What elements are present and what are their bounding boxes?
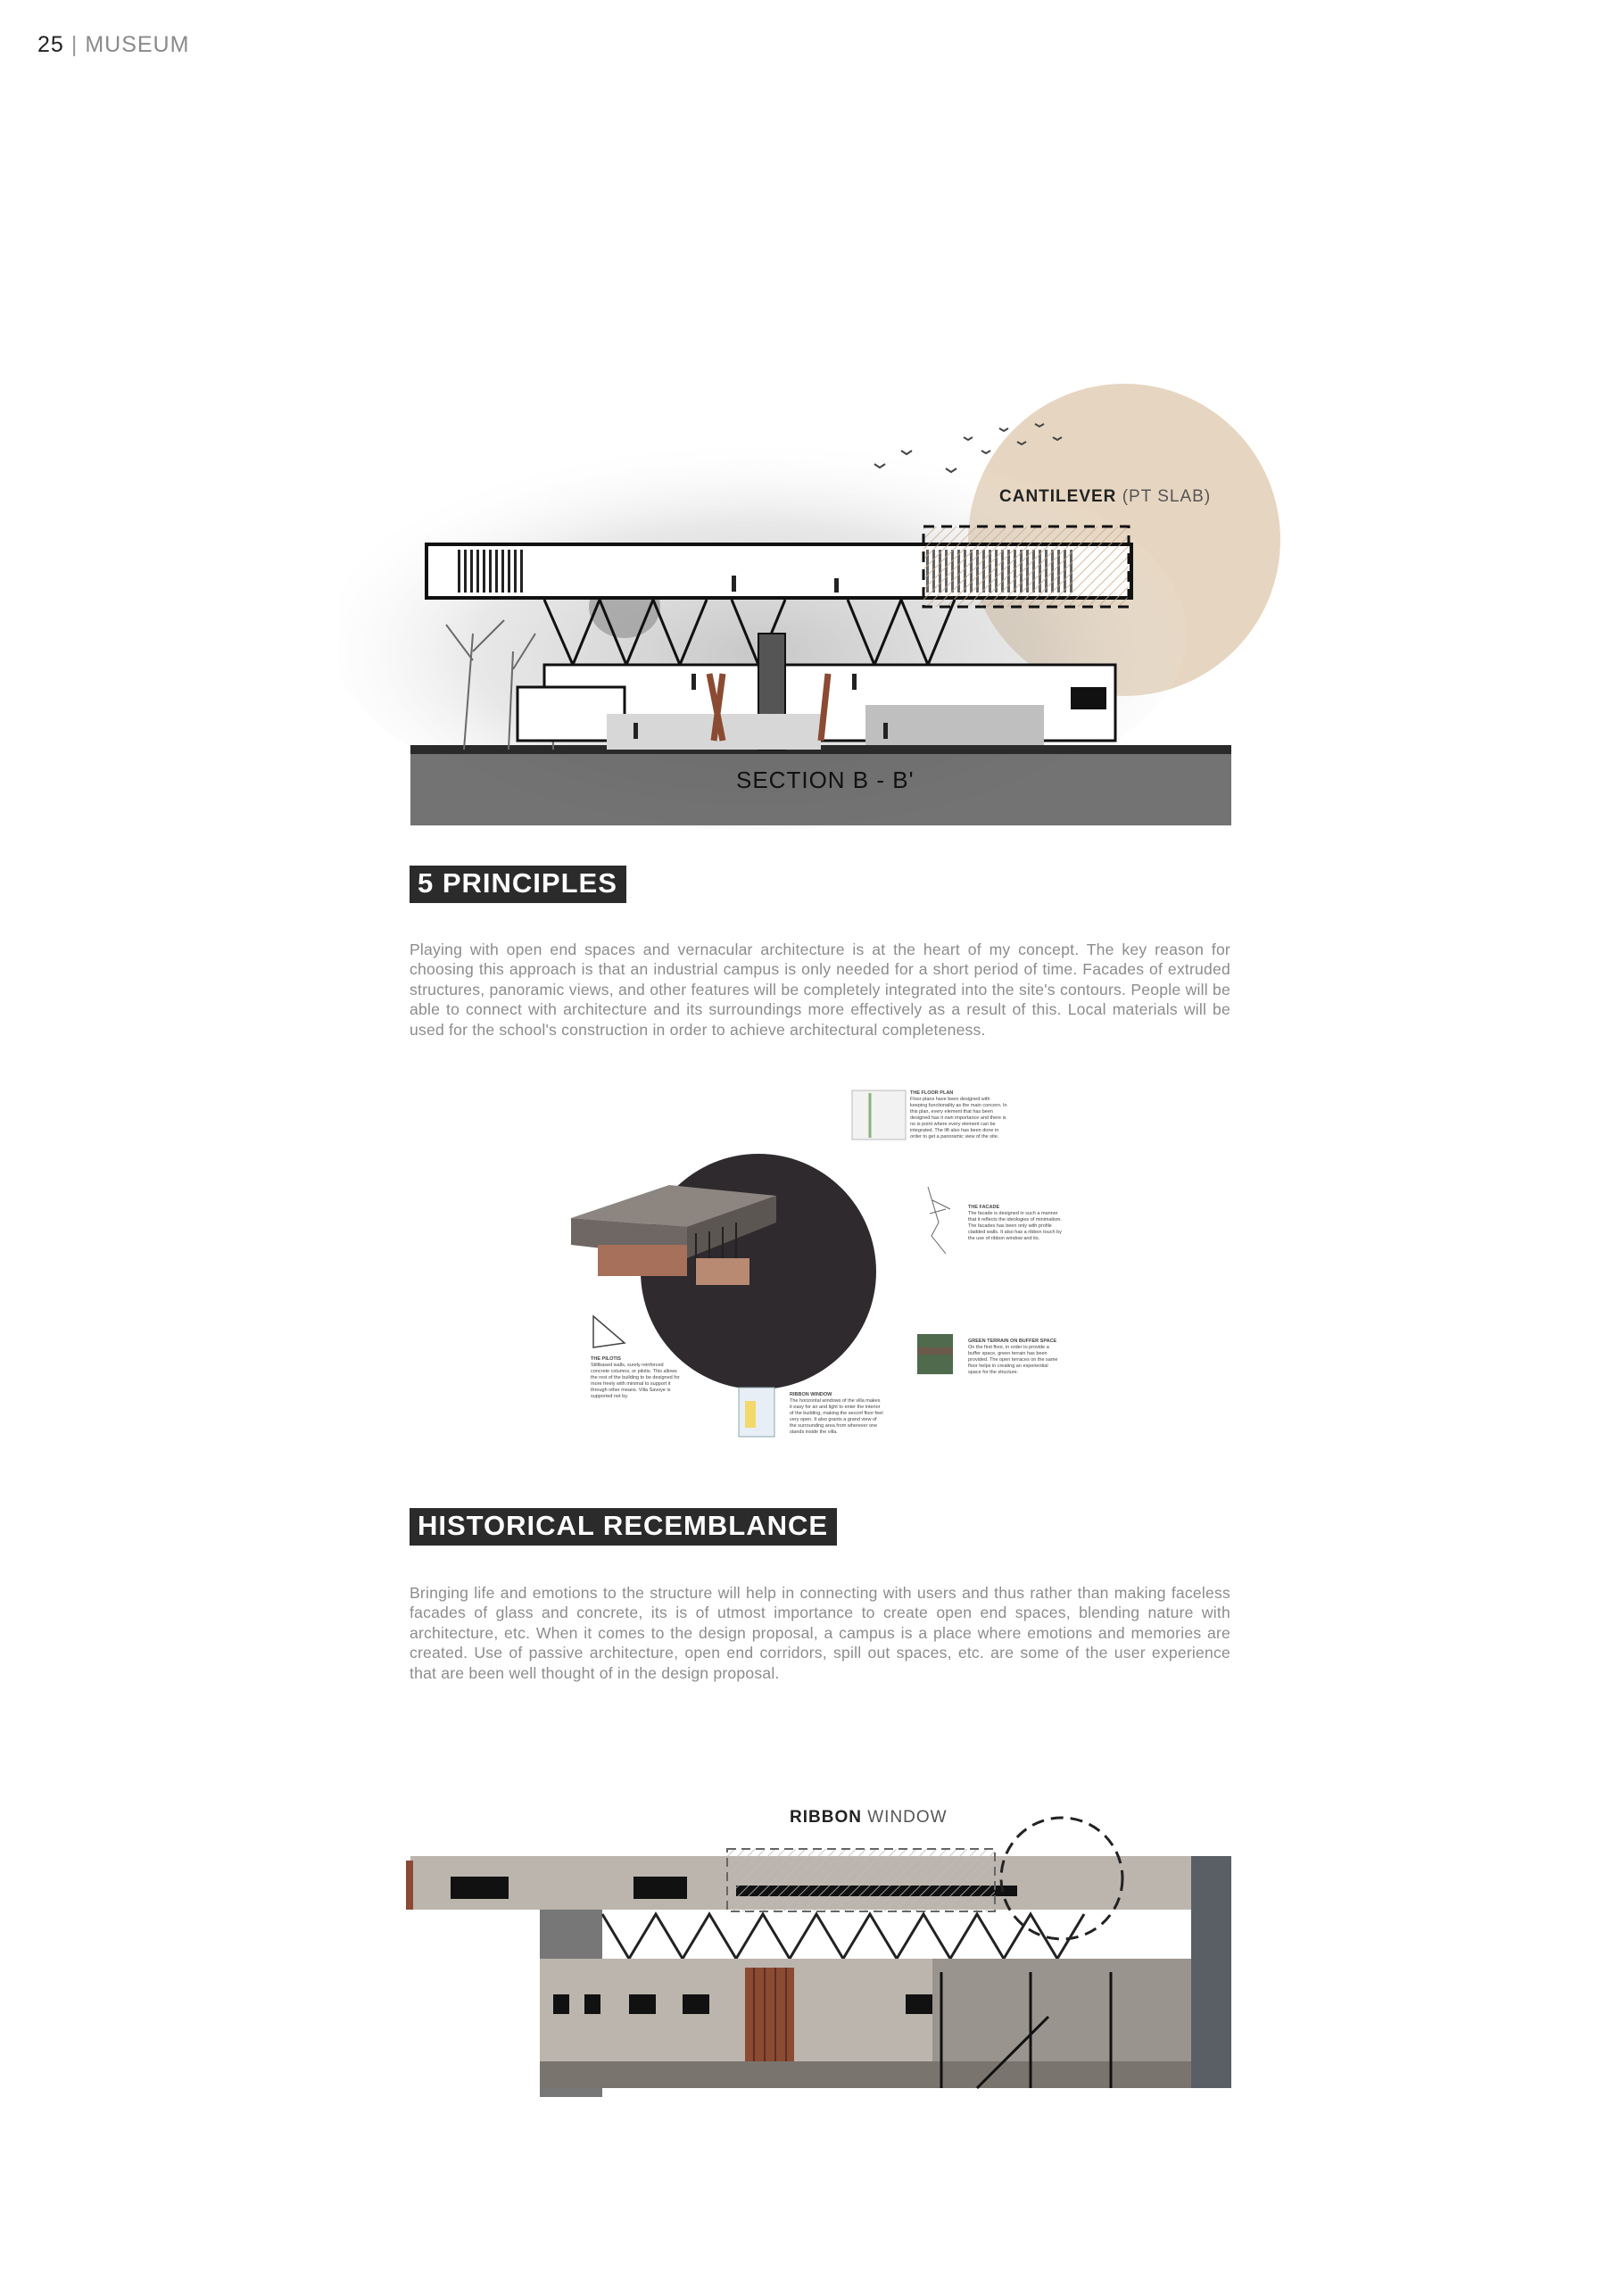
diagram-item-green-terrain: GREEN TERRAIN ON BUFFER SPACE On the first floor, in order to provide a buffer space, green terrain has been provided. The open terraces on the same floor helps in creating an experiential space for the structure. bbox=[968, 1339, 1058, 1375]
principles-diagram bbox=[562, 1080, 1080, 1455]
principles-body: Playing with open end spaces and vernacular architecture is at the heart of my concept. The key reason for choosing this approach is that an industrial campus is only needed for a short period of time. Facades of extruded structures, panoramic views, and other features will be completely integrated into the site's contours. People will be able to connect with architecture and its surroundings more effectively as a result of this. Local materials will be used for the school's construction in order to achieve architectural completeness. bbox=[410, 941, 1230, 1039]
page-header bbox=[37, 32, 189, 58]
ribbon-highlight bbox=[727, 1849, 995, 1911]
cantilever-label: CANTILEVER bbox=[999, 487, 1117, 506]
diagram-item-pilotis: THE PILOTIS Stiltbased walls, surely reinforced concrete columns, or pilotis. This allows the rest of the building to be designed for more freely with minimal to support it through other means. Villa Savoye is supported not by. bbox=[591, 1356, 680, 1399]
facade-sketch bbox=[928, 1187, 950, 1254]
pilotis-sketch bbox=[593, 1316, 625, 1347]
principles-heading: 5 PRINCIPLES bbox=[410, 866, 626, 903]
diagram-item-floor-plan: THE FLOOR PLAN Floor plans have been designed with keeping functionality as the main concern. In this plan, every element that has been designed has it own importance and there is no is point where every element can be integrated. The lift also has been done in order to get a panoramic view of the site. bbox=[910, 1090, 1007, 1140]
header-separator: | bbox=[70, 32, 79, 57]
floor-plan-thumb bbox=[852, 1090, 906, 1140]
ribbon-sublabel: WINDOW bbox=[867, 1808, 948, 1827]
ribbon-window-thumb bbox=[739, 1388, 774, 1437]
section-title-text: SECTION B - B' bbox=[736, 767, 915, 793]
page-number: 25 bbox=[37, 32, 64, 57]
section-drawing bbox=[339, 366, 1374, 830]
elevation-truss bbox=[602, 1914, 1084, 1959]
ribbon-label: RIBBON bbox=[790, 1808, 862, 1827]
diagram-item-facade: THE FACADE The facade is designed in such a manner that it reflects the ideologies of minimalism. The facades has been only with profile cladded walls. It also has a ribbon touch by the use of ribbon window and its. bbox=[968, 1205, 1062, 1241]
elevation-drawing bbox=[406, 1794, 1236, 2097]
cantilever-highlight bbox=[923, 526, 1129, 607]
elevation-svg bbox=[406, 1794, 1236, 2097]
cantilever-sublabel: (PT SLAB) bbox=[1122, 487, 1212, 506]
side-column bbox=[1191, 1856, 1231, 2088]
cantilever-callout bbox=[999, 487, 1211, 507]
historical-body: Bringing life and emotions to the structure will help in connecting with users and thus rather than making faceless facades of glass and concrete, its is of utmost importance to create open end spaces, blending nature with architecture, etc. When it comes to the design proposal, a campus is a place where emotions and memories are created. Use of passive architecture, open end corridors, spill out spaces, etc. are some of the user experience that are been well thought of in the design proposal. bbox=[410, 1584, 1230, 1682]
diagram-item-ribbon-window: RIBBON WINDOW The horizontal windows of the villa makes it easy for air and light to enter the interior of the building, making the seconf floor feel very open. It also grants a grand view of the surrounding area from wherever one stands inside the villa. bbox=[790, 1392, 883, 1435]
lower-block bbox=[540, 1959, 932, 2070]
historical-heading: HISTORICAL RECEMBLANCE bbox=[410, 1508, 837, 1546]
section-title: MUSEUM bbox=[85, 32, 190, 57]
section-drawing-svg bbox=[339, 366, 1374, 830]
